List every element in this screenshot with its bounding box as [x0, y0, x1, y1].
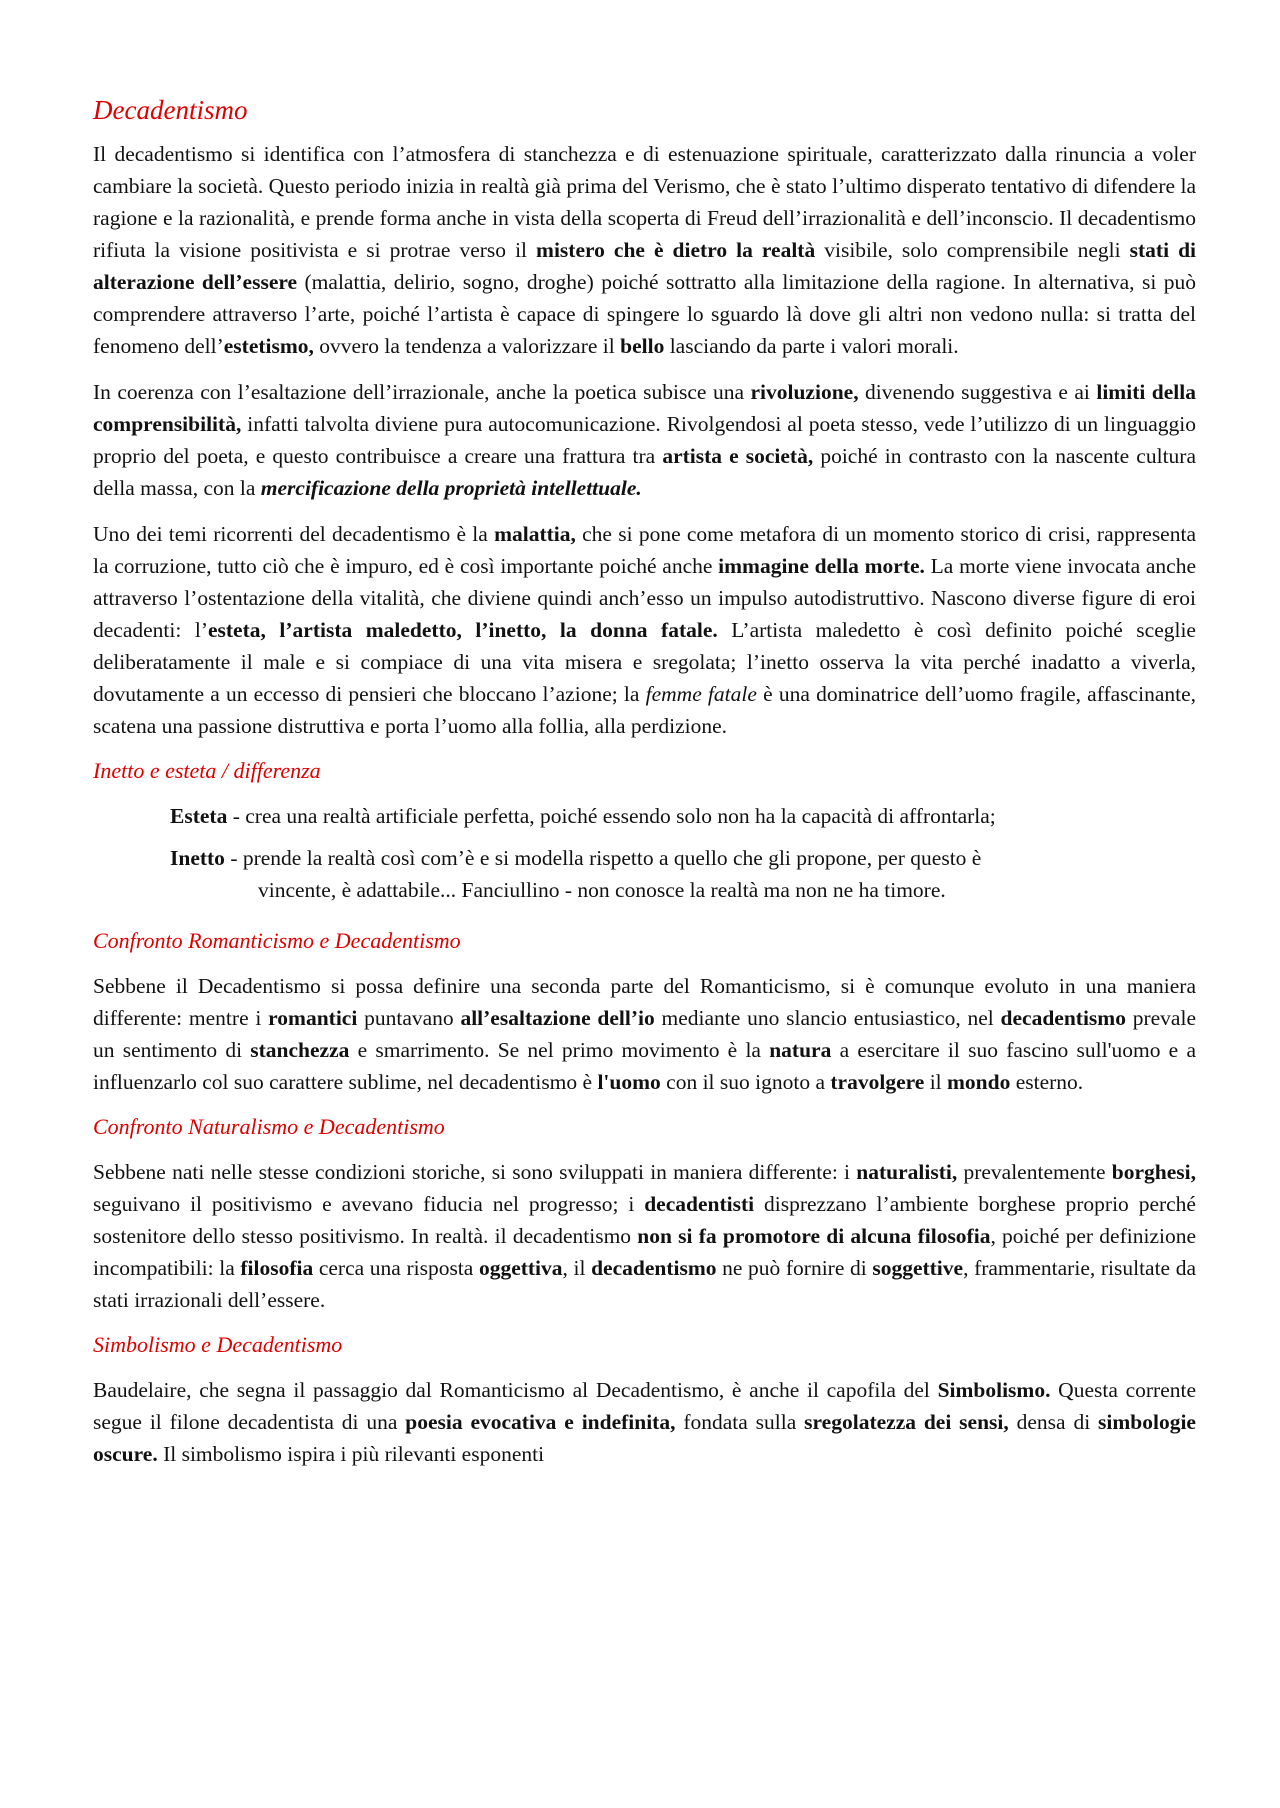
- definition-esteta: Esteta - crea una realtà artificiale perfetta, poiché essendo solo non ha la capacità di affrontarla;: [170, 804, 996, 828]
- paragraph-malattia: Uno dei temi ricorrenti del decadentismo è la malattia, che si pone come metafora di un momento storico di crisi, rappresenta la corruzione, tutto ciò che è impuro, ed è così importante poiché anche immagine della morte. La morte viene invocata anche attraverso l’ostentazione della vitalità, che diviene quindi anch’esso un impulso autodistruttivo. Nascono diverse figure di eroi decadenti: l’esteta, l’artista maledetto, l’inetto, la donna fatale. L’artista maledetto è così definito poiché sceglie deliberatamente il male e si compiace di una vita misera e sregolata; l’inetto osserva la vita perché inadatto a viverla, dovutamente a un eccesso di pensieri che bloccano l’azione; la femme fatale è una dominatrice dell’uomo fragile, affascinante, scatena una passione distruttiva e porta l’uomo alla follia, alla perdizione.: [93, 522, 1197, 738]
- paragraph-simbolismo: Baudelaire, che segna il passaggio dal Romanticismo al Decadentismo, è anche il capofila del Simbolismo. Questa corrente segue il filone decadentista di una poesia evocativa e indefinita, fondata sulla sregolatezza dei sensi, densa di simbologie oscure. Il simbolismo ispira i più rilevanti esponenti: [93, 1378, 1197, 1466]
- paragraph-romanticismo: Sebbene il Decadentismo si possa definire una seconda parte del Romanticismo, si è comunque evoluto in una maniera differente: mentre i romantici puntavano all’esaltazione dell’io mediante uno slancio entusiastico, nel decadentismo prevale un sentimento di stanchezza e smarrimento. Se nel primo movimento è la natura a esercitare il suo fascino sull'uomo e a influenzarlo col suo carattere sublime, nel decadentismo è l'uomo con il suo ignoto a travolgere il mondo esterno.: [93, 974, 1196, 1094]
- paragraph-naturalismo: Sebbene nati nelle stesse condizioni storiche, si sono sviluppati in maniera differente: i naturalisti, prevalentemente borghesi, seguivano il positivismo e avevano fiducia nel progresso; i decadentisti disprezzano l’ambiente borghese proprio perché sostenitore dello stesso positivismo. In realtà. il decadentismo non si fa promotore di alcuna filosofia, poiché per definizione incompatibili: la filosofia cerca una risposta oggettiva, il decadentismo ne può fornire di soggettive, frammentarie, risultate da stati irrazionali dell’essere.: [93, 1160, 1197, 1312]
- paragraph-intro: Il decadentismo si identifica con l’atmosfera di stanchezza e di estenuazione spirituale, caratterizzato dalla rinuncia a voler cambiare la società. Questo periodo inizia in realtà già prima del Verismo, che è stato l’ultimo disperato tentativo di difendere la ragione e la razionalità, e prende forma anche in vista della scoperta di Freud dell’irrazionalità e dell’inconscio. Il decadentismo rifiuta la visione positivista e si protrae verso il mistero che è dietro la realtà visibile, solo comprensibile negli stati di alterazione dell’essere (malattia, delirio, sogno, droghe) poiché sottratto alla limitazione della ragione. In alternativa, si può comprendere attraverso l’arte, poiché l’artista è capace di spingere lo sguardo là dove gli altri non vedono nulla: si tratta del fenomeno dell’estetismo, ovvero la tendenza a valorizzare il bello lasciando da parte i valori morali.: [93, 142, 1197, 358]
- paragraph-poetica: In coerenza con l’esaltazione dell’irrazionale, anche la poetica subisce una rivoluzione, divenendo suggestiva e ai limiti della comprensibilità, infatti talvolta diviene pura autocomunicazione. Rivolgendosi al poeta stesso, vede l’utilizzo di un linguaggio proprio del poeta, e questo contribuisce a creare una frattura tra artista e società, poiché in contrasto con la nascente cultura della massa, con la mercificazione della proprietà intellettuale.: [93, 380, 1196, 500]
- section-heading-inetto-esteta: Inetto e esteta / differenza: [93, 758, 321, 783]
- page-title: Decadentismo: [93, 95, 248, 125]
- definition-inetto: Inetto - prende la realtà così com’è e si modella rispetto a quello che gli propone, per questo è vincente, è adattabile... Fanciullino - non conosce la realtà ma non ne ha timore.: [170, 846, 982, 902]
- section-heading-naturalismo: Confronto Naturalismo e Decadentismo: [93, 1114, 445, 1139]
- section-heading-romanticismo: Confronto Romanticismo e Decadentismo: [93, 928, 461, 953]
- section-heading-simbolismo: Simbolismo e Decadentismo: [93, 1332, 343, 1357]
